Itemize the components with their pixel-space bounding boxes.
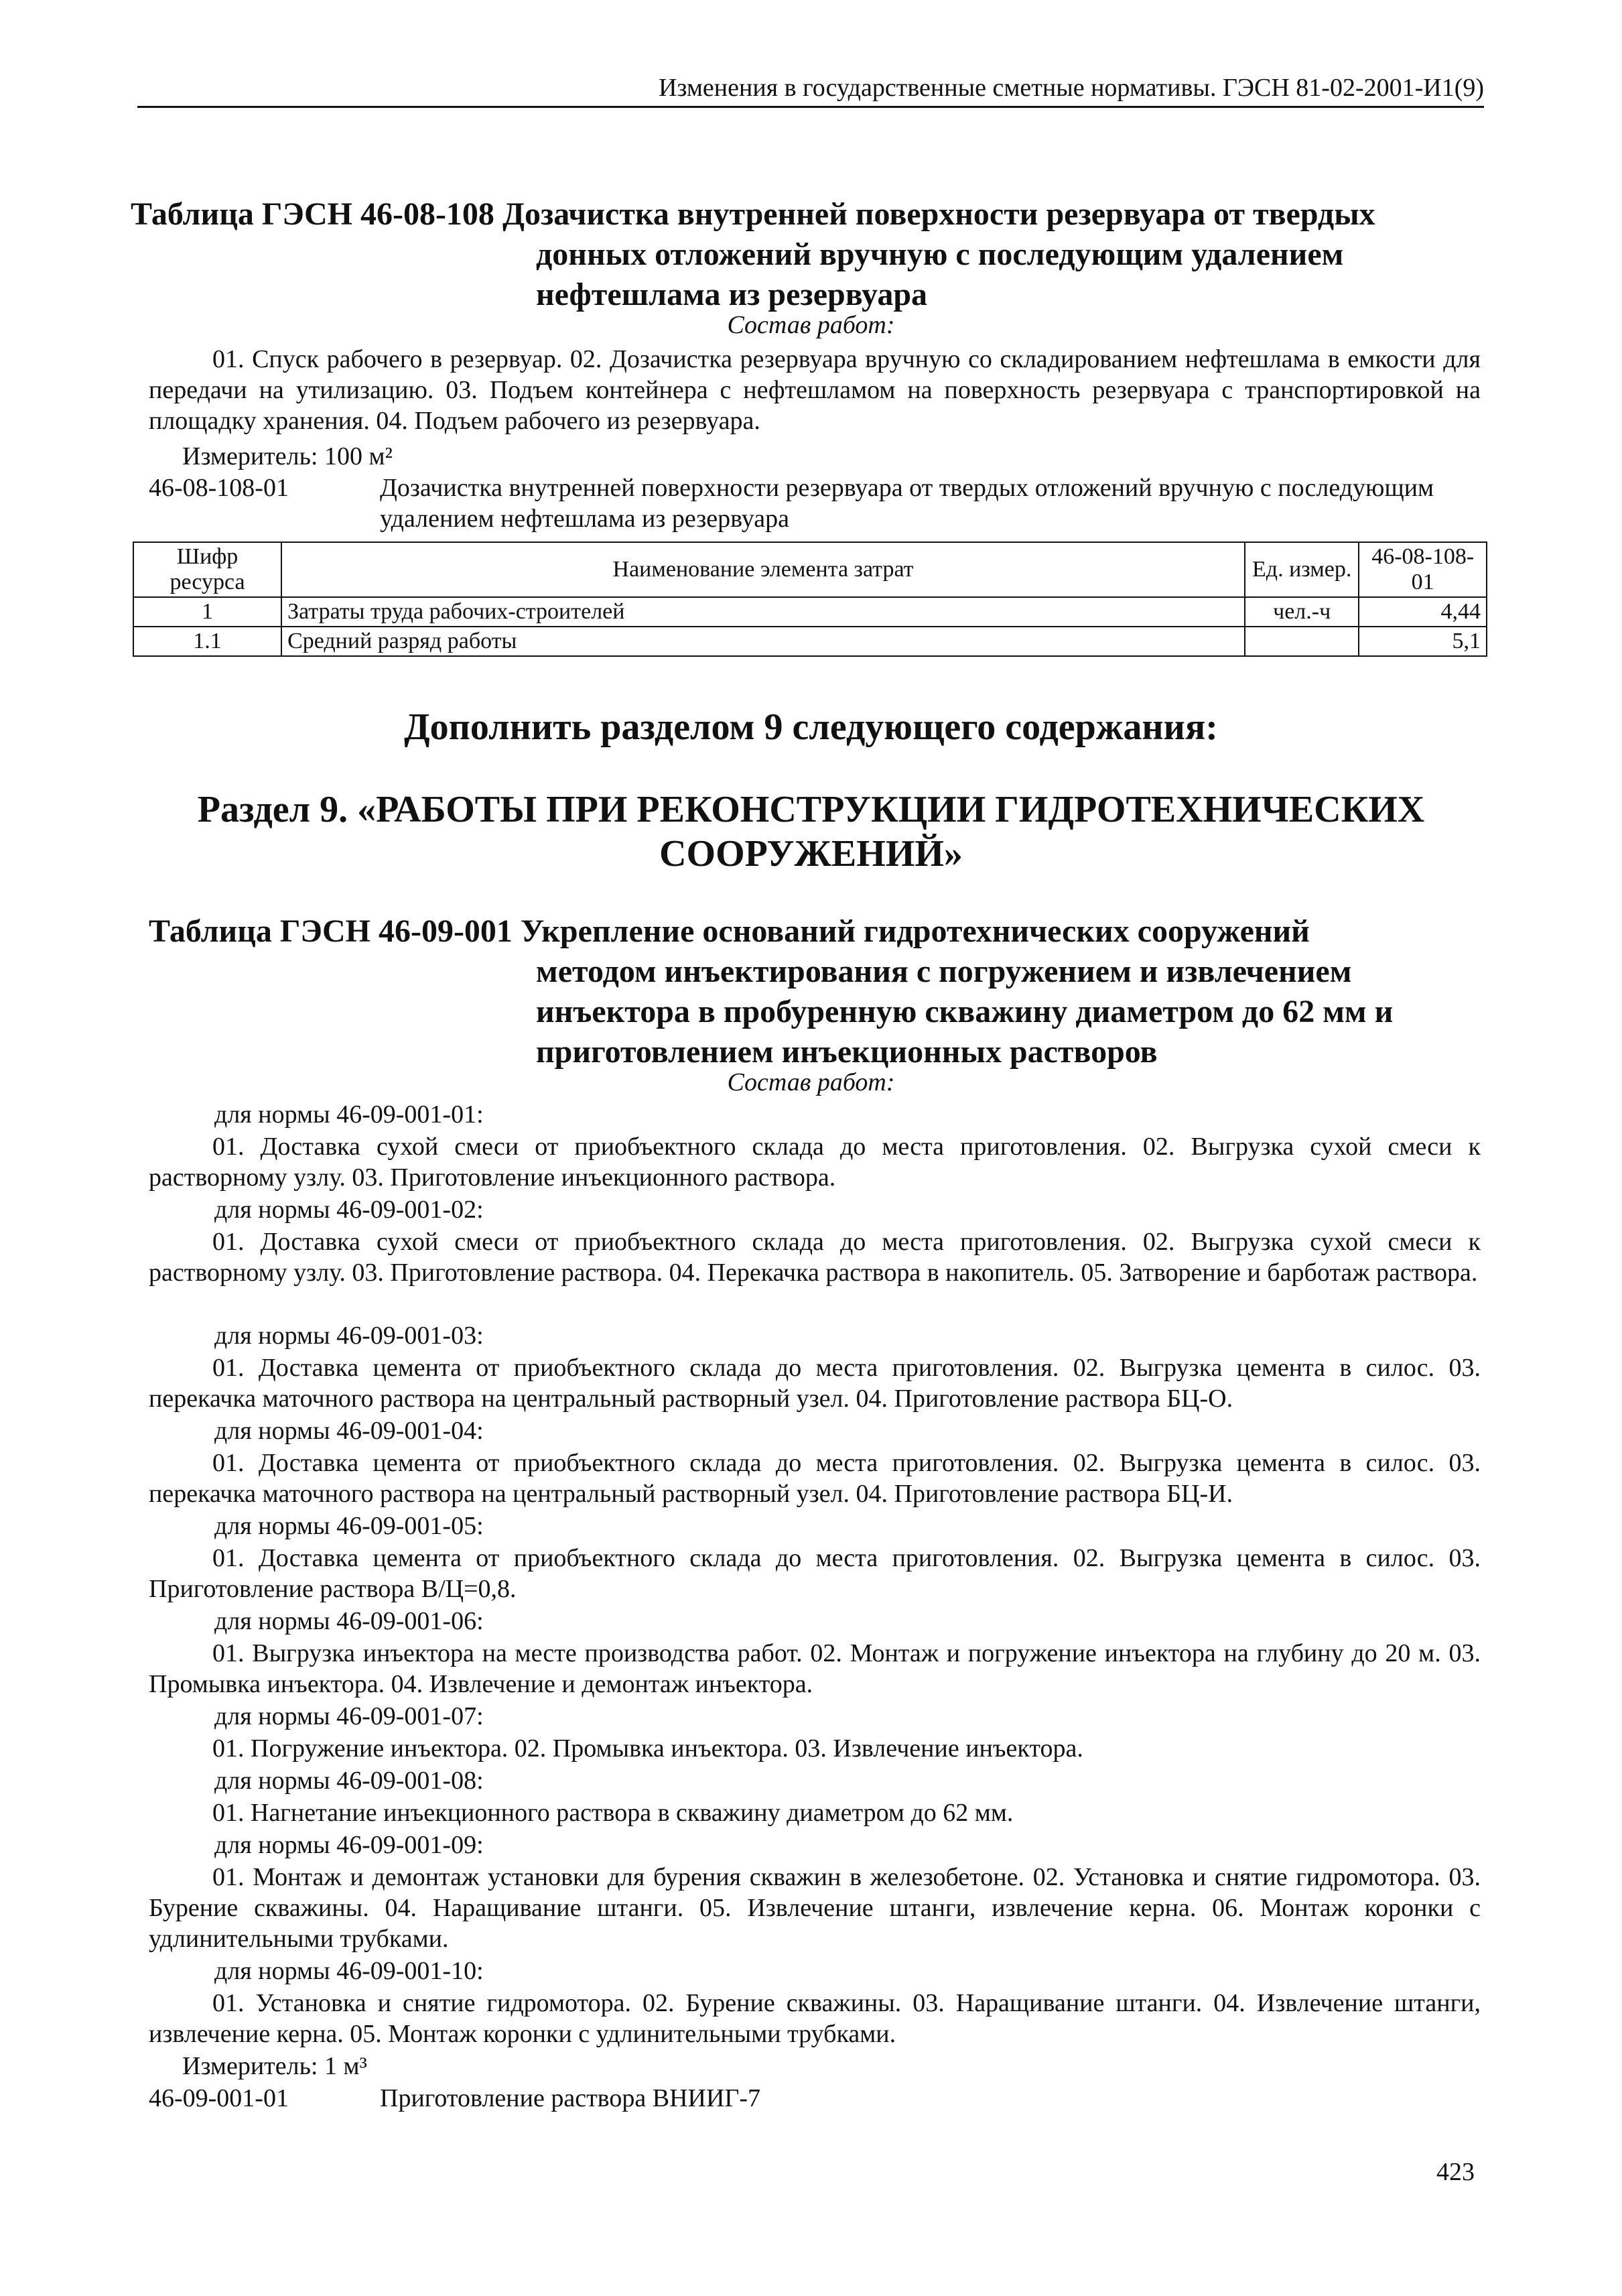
table1-title-line-1: Дозачистка внутренней поверхности резервуара от твердых (502, 196, 1375, 232)
table2-title-line-1: Укрепление оснований гидротехнических сооружений (520, 913, 1310, 949)
norm-label: для нормы 46-09-001-06: (214, 1607, 484, 1635)
norm-text: 01. Монтаж и демонтаж установки для бурения скважин в железобетоне. 02. Установка и снятие гидромотора. 03. Бурение скважины. 04. Наращивание штанги. 05. Извлечение штанги, извлечение керна. 06. Монтаж коронки с удлинительными трубками. (149, 1863, 1481, 1953)
header-unit: Ед. измер. (1245, 542, 1359, 597)
norm-label: для нормы 46-09-001-07: (214, 1702, 484, 1730)
header-code: Шифр ресурса (133, 542, 281, 597)
norm-text: 01. Доставка цемента от приобъектного склада до места приготовления. 02. Выгрузка цемента в силос. 03. Приготовление раствора В/Ц=0,8. (149, 1544, 1481, 1603)
table2-measure: Измеритель: 1 м³ (182, 2052, 367, 2080)
norm-label: для нормы 46-09-001-03: (214, 1322, 484, 1350)
table2-norm-row (149, 2083, 1481, 2114)
norm-text: 01. Доставка сухой смеси от приобъектного склада до места приготовления. 02. Выгрузка сухой смеси к растворному узлу. 03. Приготовление раствора. 04. Перекачка раствора в накопитель. 05. Затворение и барботаж раствора. (149, 1228, 1481, 1287)
norm-label: для нормы 46-09-001-08: (214, 1767, 484, 1795)
row-value: 4,44 (1359, 597, 1487, 627)
norm-text: 01. Погружение инъектора. 02. Промывка инъектора. 03. Извлечение инъектора. (212, 1734, 1083, 1763)
supplement-heading: Дополнить разделом 9 следующего содержания: (404, 706, 1218, 748)
resource-table (133, 541, 1487, 657)
header-value: 46-08-108-01 (1359, 542, 1487, 597)
table1-composition-label: Состав работ: (727, 311, 895, 339)
row-name: Затраты труда рабочих-строителей (281, 597, 1245, 627)
norm-text: 01. Доставка цемента от приобъектного склада до места приготовления. 02. Выгрузка цемента в силос. 03. перекачка маточного раствора на центральный растворный узел. 04. Приготовление раствора БЦ-И. (149, 1449, 1481, 1508)
norm-label: для нормы 46-09-001-04: (214, 1417, 484, 1445)
table1-title (131, 194, 1504, 315)
running-header: Изменения в государственные сметные нормативы. ГЭСН 81-02-2001-И1(9) (137, 72, 1484, 108)
norm-text: 01. Установка и снятие гидромотора. 02. Бурение скважины. 03. Наращивание штанги. 04. Извлечение штанги, извлечение керна. 05. Монтаж коронки с удлинительными трубками. (149, 1989, 1481, 2048)
table1-label: Таблица ГЭСН 46-08-108 (131, 196, 494, 232)
table2-composition-label: Состав работ: (727, 1068, 895, 1096)
norm-text: 01. Доставка сухой смеси от приобъектного склада до места приготовления. 02. Выгрузка сухой смеси к растворному узлу. 03. Приготовление инъекционного раствора. (149, 1133, 1481, 1192)
table2-norm-desc: Приготовление раствора ВНИИГ-7 (380, 2084, 761, 2112)
norm-text: 01. Выгрузка инъектора на месте производства работ. 02. Монтаж и погружение инъектора на глубину до 20 м. 03. Промывка инъектора. 04. Извлечение и демонтаж инъектора. (149, 1639, 1481, 1698)
norm-text: 01. Доставка цемента от приобъектного склада до места приготовления. 02. Выгрузка цемента в силос. 03. перекачка маточного раствора на центральный растворный узел. 04. Приготовление раствора БЦ-О. (149, 1354, 1481, 1413)
table1-measure: Измеритель: 100 м² (182, 442, 393, 470)
row-code: 1.1 (133, 627, 281, 656)
page-number: 423 (1436, 2158, 1475, 2186)
section-title-line-2: СООРУЖЕНИЙ» (659, 833, 963, 875)
header-name: Наименование элемента затрат (281, 542, 1245, 597)
row-unit: чел.-ч (1245, 597, 1359, 627)
row-code: 1 (133, 597, 281, 627)
table2-label: Таблица ГЭСН 46-09-001 (149, 913, 513, 949)
norm-label: для нормы 46-09-001-09: (214, 1831, 484, 1859)
table2-title (149, 911, 1522, 1072)
resource-table-header (133, 542, 1487, 597)
norm-label: для нормы 46-09-001-05: (214, 1512, 484, 1540)
table1-title-line-3: нефтешлама из резервуара (536, 277, 928, 312)
table2-title-line-2: методом инъектирования с погружением и извлечением (536, 954, 1352, 989)
table-row (133, 627, 1487, 656)
row-name: Средний разряд работы (281, 627, 1245, 656)
table2-title-line-4: приготовлением инъекционных растворов (536, 1034, 1158, 1070)
section-title-line-1: Раздел 9. «РАБОТЫ ПРИ РЕКОНСТРУКЦИИ ГИДРОТЕХНИЧЕСКИХ (197, 789, 1425, 830)
table-row (133, 597, 1487, 627)
row-value: 5,1 (1359, 627, 1487, 656)
table1-norm-code: 46-08-108-01 (149, 474, 289, 502)
table2-norm-code: 46-09-001-01 (149, 2084, 289, 2112)
norm-text: 01. Нагнетание инъекционного раствора в скважину диаметром до 62 мм. (212, 1799, 1014, 1827)
table1-norm-row (149, 472, 1481, 534)
norm-label: для нормы 46-09-001-01: (214, 1100, 484, 1129)
table1-title-line-2: донных отложений вручную с последующим удалением (536, 237, 1344, 272)
table2-title-line-3: инъектора в пробуренную скважину диаметром до 62 мм и (536, 994, 1394, 1029)
norm-label: для нормы 46-09-001-10: (214, 1957, 484, 1985)
table1-norm-desc: Дозачистка внутренней поверхности резервуара от твердых отложений вручную с последующим удалением нефтешлама из резервуара (380, 474, 1434, 533)
table1-composition-text: 01. Спуск рабочего в резервуар. 02. Дозачистка резервуара вручную со складированием нефтешлама в емкости для передачи на утилизацию. 03. Подъем контейнера с нефтешламом на поверхность резервуара с транспортировкой на площадку хранения. 04. Подъем рабочего из резервуара. (149, 345, 1481, 435)
norm-label: для нормы 46-09-001-02: (214, 1196, 484, 1224)
row-unit (1245, 627, 1359, 656)
